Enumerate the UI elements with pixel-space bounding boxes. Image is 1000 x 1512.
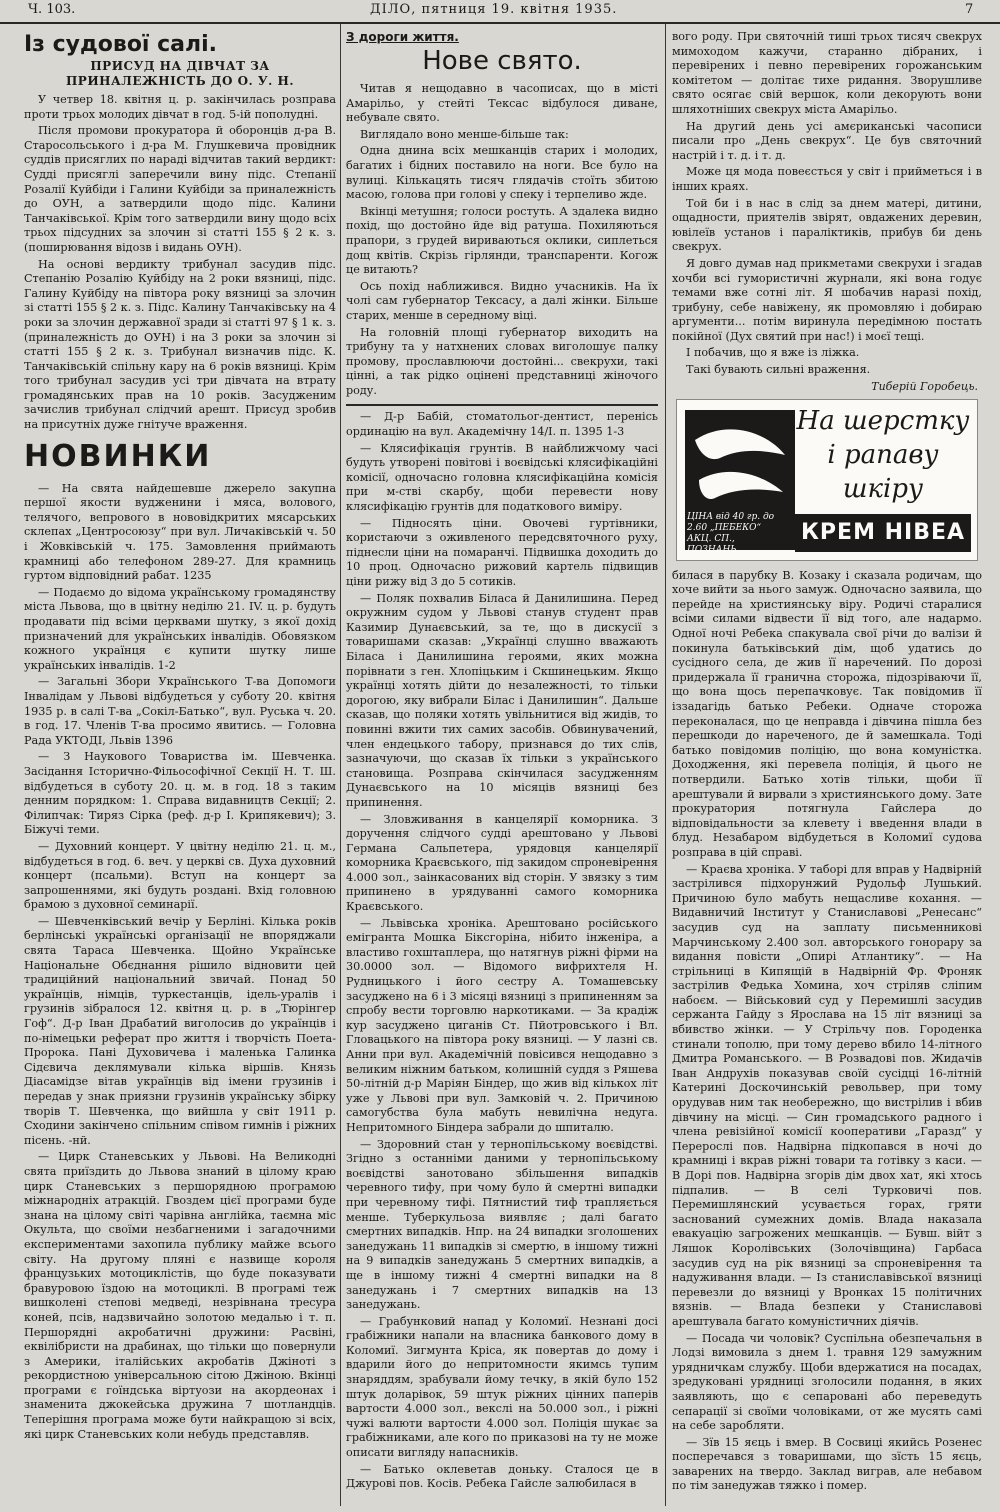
news-item: — Духовний концерт. У цвітну неділю 21. ц. м., відбудеться в год. 6. веч. у церкві св. Духа духовний концерт (псальми). Вступ на концерт за запрошеннями, які будуть роздані. Вхід головною брамою з духовної семинарії. xyxy=(24,839,336,912)
news-item: — Загальні Збори Українського Т-ва Допомоги Інвалідам у Львові відбудеться у суботу 20. квітня 1935 р. в салі Т-ва „Сокіл-Батько“, вул. Руська ч. 20. в год. 17. Членів Т-ва просимо явитись. — Головна Рада УКТОДІ, Львів 1396 xyxy=(24,675,336,747)
issue-number: Ч. 103. xyxy=(28,2,76,17)
news-item: — Посада чи чоловік? Суспільна обезпечальня в Лодзі вимовила з днем 1. травня 129 замужним урядничкам службу. Щоби вдержатися на посадах, зредуковані урядниці зголосили подання, в яких заявляють, що є сепаровані або переведуть сепарації зі своїми чоловіками, от же мусять самі на себе заробляти. xyxy=(672,1331,982,1433)
court-subheading: ПРИСУД НА ДІВЧАТ ЗА ПРИНАЛЕЖНІСТЬ ДО О. У. Н. xyxy=(65,59,295,88)
article-paragraph: Виглядало воно менше-більше так: xyxy=(360,127,569,141)
news-item: — Шевченківський вечір у Берліні. Кілька років берлінські українські організації не впоряджали свята Тараса Шевченка. Щойно Українське Національне Обєднання рішило відновити цей традиційний національний звичай. Понад 50 українців, німців, туркестанців, ідель-уралів і грузинів зібралося 12. квітня ц. р. в „Тюрінгер Гоф“. Д-р Іван Драбатий виголосив до українців і по-німецьки реферат про життя і творчість Поета-Пророка. Пані Духовичева і маленька Галинка Сідєвича деклямували кілька віршів. Князь Діасамідзе вітав українців від імени грузинів і передав у знак приязни грузинів українську збірку творів Т. Шевченка, що вийшла у світ 1911 р. Сходини закінчено спільним співом гимнів і ріжних пісень. -нй. xyxy=(24,914,336,1147)
paper-title-date: ДІЛО, пятниця 19. квітня 1935. xyxy=(370,2,618,17)
news-item: — Краєва хроніка. У таборі для вправ у Надвірній застрілився підхорунжий Рудольф Лушький. Причиною було мабуть нещасливе кохання. — Видавничий Інститут у Станиславові „Ренесанс“ засудив суд на заплату письменникові Марчинському 2.400 зол. авторського гонорару за видання повісти „Опирі Атлантику“. — На стрільниці в Кипящій в Надвірній Фр. Фроняк застрілив Федька Хомина, хоч стріляв сліпим набоєм. — Військовий суд у Перемишлі засудив сержанта Гайду з Ярослава на 15 літ вязниці за вбивство жінки. — У Стрільчу пов. Городенка стинали тополю, при тому дерево вбило 14-літного Дмитра Романського. — В Розвадові пов. Жидачів Іван Андрухів показував своїй сусідці 16-літній Катерині Доскочинській револьвер, при тому орудував ним так необережно, що вистрілив і вбив дівчину на місці. — Син громадського радного і члена ревізійної комісії кооперативи „Гаразд“ у Перерослі пов. Надвірна підкопався в ночі до крамниці і вкрав ріжні товари та готівку з каси. — В Дорі пов. Надвірна згорів дім двох хат, які хтось підпалив. — В селі Турковичі пов. Перемишлянский усувається горах, гряти заснований сумежних домів. Влада наказала евакуацію загрожених мешканців. — Бувш. війт з Ляшок Королівських (Золочівщина) Гарбаса засудив суд на рік вязниці за спроневірення та надуживання влади. — Із станиславівської вязниці перевезли до вязниці у Вронках 15 політичних вязнів. — Влада безпеки у Станиславові арештувала багато комуністичних діячів. xyxy=(672,862,982,1328)
news-item: — Цирк Станевських у Львові. На Великодні свята приїздить до Львова знаний в цілому краю цирк Станевських з першорядною програмою міжнародніх атракцій. Гвоздем цієї програми буде знана на цілому світі чарівна англійка, таємна міс Окульта, що своїми незбагненими і загадочними експериментами захопила публику майже всього світу. На другому пляні є назвище короля французьких мотоциклістів, що буде показувати бравуровою їздою на мотоциклі. В програмі теж вишколені степові медведі, незрівнана тресура коней, псів, надзвичайно золотою медалью і т. п. Першорядні акробатичні дружини: Расвіні, еквілібристи на драбинах, що тільки що повернули з Америки, італійських акробатів Джіноті з рекордистною універсальною сітою Джіною. Вкінці програми є гоїндська віртуози на акордеонах і знаменита джокейська дружина 7 шотландців. Теперішня програма може бути найкращою зі всіх, які цирк Станевських коли небудь представляв. xyxy=(24,1150,336,1441)
news-item: — Поляк похвалив Біласа й Данилишина. Перед окружним судом у Львові станув студент прав Казимир Дунаєвський, за те, що в дискусії з товаришами сказав: „Українці слушно вважають Біласа і Данилишина героями, яких можна порівнати з ген. Хлопіцьким і Скшинецьким. Якщо українці хотять дійти до незалежності, то тільки дорогою, яку вибрали Білас і Данилишин“. Дальше сказав, що поляки хотять увільнитися від жидів, то повинні вжити тих самих засобів. Обвинувачений, член ендецького табору, признався до тих слів, зазначуючи, що сказав їх тільки з українського становища. Розправа скінчилася засудженням Дунаєвського на 10 місяців вязниці без припинення. xyxy=(346,591,658,809)
news-item: — Зловживання в канцелярії коморника. З доручення слідчого судді арештовано у Львові Германа Сальпетера, урядовця канцелярії коморника Краєвського, під закидом спроневірення 4.000 зол., заінкасованих від сторін. У звязку з тим припинено в урядуванні самого коморника Краєвського. xyxy=(346,812,658,914)
page-number: 7 xyxy=(965,2,974,17)
article-paragraph: вого роду. При святочній тиші трьох тисяч свекрух мимоходом кажучи, старанно дібраних, і перевірених і певно перевірених горожанським комітетом — долітає тихе ридання. Зворушливе свято осягає свій вершок, коли декорують вони шляхотніших свекрух міста Амарільо. xyxy=(672,30,982,116)
article-paragraph: На основі вердикту трибунал засудив підс. Степанію Розалію Куйбіду на 2 роки вязниці, підс. Галину Куйбіду на півтора року вязниці за злочин зі статті 155 § 2 к. з. Підс. Калину Танчаківську на 4 роки за злочин державної зради зі статті 97 § 1 к. з. (приналежність до ОУН) і на 3 роки за злочин зі статті 155 § 2 к. з. Трибунал визначив підс. К. Танчаківській спільну кару на 6 років вязниці. Крім того трибунал засудив усі три дівчата на втрату громадянських прав на 10 років. Засудженим зачислив трибунал слідчий арешт. Присуд зробив на присутніх дуже гнітуче враження. xyxy=(24,257,336,432)
article-paragraph: На другий день усі амєриканські часописи писали про „День свекрух“. Це був святочний настрій і т. д. і т. д. xyxy=(672,119,982,162)
article-paragraph: Читав я нещодавно в часописах, що в місті Амарільо, у стейті Тексас відбулося диване, небувале свято. xyxy=(346,82,658,125)
section-divider xyxy=(346,404,658,406)
news-item: — Підносять ціни. Овочеві гуртівники, користаючи з оживленого передсвяточного руху, піднесли ціни на помаранчі. Підвишка доходить до 10 проц. Одночасно рижовий картель підвищив ціни рижу від 3 до 5 сотиків. xyxy=(346,516,658,588)
column-1 xyxy=(24,30,336,1508)
nivea-advertisement xyxy=(676,399,978,561)
article-paragraph: У четвер 18. квітня ц. р. закінчилась розправа проти трьох молодих дівчат в год. 5-ій пополудні. xyxy=(24,93,336,121)
article-paragraph: І побачив, що я вже із ліжка. xyxy=(686,346,860,360)
news-item: — З Наукового Товариства ім. Шевченка. Засідання Історично-Фільософічної Секції Н. Т. Ш. відбудеться в суботу 20. ц. м. в год. 18 з таким денним порядком: 1. Справа видавництв Секції; 2. Філипчак: Тиряз Сірка (реф. д-р І. Крипякевич); 3. Біжучі теми. xyxy=(24,750,336,837)
column-3 xyxy=(672,30,982,1508)
article-paragraph: Ось похід наближився. Видно учасників. На їх чолі сам губернатор Тексасу, а далі жінки. Більше старих, менше в середному віці. xyxy=(346,279,658,322)
news-item: — Зїв 15 яєць і вмер. В Сосвиці якийсь Розенес посперечався з товаришами, що зїсть 15 яєць, заварених на твердо. Заклад виграв, але небавом по тім занедужав тяжко і помер. xyxy=(672,1435,982,1493)
article-paragraph: Той би і в нас в слід за днем матері, дитини, ощадности, приятелів звірят, овдажених деревин, ювілеїв установ і параліктиків, прибув би день свекрух. xyxy=(672,196,982,254)
article-paragraph: Після промови прокуратора й оборонців д-ра В. Старосольського і д-ра М. Глушкевича провідник суддів присяглих по нараді відчитав такий вердикт: Судді присяглі заперечили вину підс. Степанії Розалії Куйбіди і Галини Куйбіди за приналежність до ОУН, а затвердили щодо підс. Калини Танчаківської. Крім того затвердили вину щодо всіх трьох підсудних за злочин зі статті 155 § 2 к. з. (поширювання відозв і видань ОУН). xyxy=(24,124,336,254)
news-item: — Клясифікація грунтів. В найближчому часі будуть утворені повітові і воєвідські клясифікаційні комісії, одночасно головна клясифікаційна комісія при м-стві скарбу, щоби перевести нову клясифікацію грунтів для податкового виміру. xyxy=(346,441,658,514)
news-item: — Грабунковий напад у Коломиї. Незнані досі грабіжники напали на власника банкового дому в Коломиї. Зигмунта Кріса, як повертав до дому і вдарили його до непритомности якимсь тупим знаряддям, зрабували йому течку, в якій було 152 штук доларівок, 59 штук ріжних цінних паперів вартости 4.000 зол., векслі на 50.000 зол., і ріжні чужі валюти вартости 4.000 зол. Поліція шукає за грабіжниками, але кого по приказові на ту не може описати вигляду напасників. xyxy=(346,1314,658,1460)
column-rule xyxy=(665,24,666,1506)
article-paragraph: Вкінці метушня; голоси ростуть. А здалека видно похід, що достойно йде від ратуша. Похиляються прапори, з грудей вириваються оклики, сиплеться дощ квітів. Скрізь гірлянди, транспаренти. Когож це витають? xyxy=(346,204,658,277)
column-rule xyxy=(340,24,341,1506)
column-2 xyxy=(346,30,658,1508)
article-paragraph: Такі бувають сильні враження. xyxy=(686,363,871,377)
notice-dentist: — Д-р Бабій, стоматольог-дентист, перенісь ординацію на вул. Академічну 14/I. п. 1395 1-3 xyxy=(346,410,658,439)
masthead xyxy=(0,0,1000,24)
news-item: — Здоровний стан у тернопільському воєвідстві. Згідно з останніми даними у тернопільському воєвідстві занотовано збільшення випадків черевного тифу, при чому було й смертні випадки при черевному тифі. Пятнистий тиф трапляється менше. Туберкульоза виявляє ; далі багато смертних випадків. Нпр. на 24 випадки зголошених занедужань 11 випадків зі смертю, в іншому тижні на 9 випадків занедужань 5 смертних випадків, а ще в іншому тижні 4 смертні випадки на 8 занедужань і 7 смертних випадків на 13 занедужань. xyxy=(346,1137,658,1312)
feuilleton-title: Нове свято. xyxy=(422,46,582,76)
article-paragraph: На головній площі губернатор виходить на трибуну та у натхнених словах виголошує палку промову, прославлюючи достойні... свекрухи, такі цінні, а так рідко оцінені представниці жіночого роду. xyxy=(346,325,658,397)
court-heading: Із судової салі. xyxy=(24,32,218,57)
author-signature: Тиберій Горобець. xyxy=(871,379,978,393)
news-heading: НОВИНКИ xyxy=(24,438,212,474)
ad-brand: КРЕМ НІВЕА xyxy=(795,514,971,552)
article-paragraph: Може ця мода повеєсться у світ і прийметься і в інших краях. xyxy=(672,165,982,193)
news-item: — Батько оклеветав доньку. Сталося це в Джурові пов. Косів. Ребека Гайсле залюбилася в xyxy=(346,1462,658,1491)
article-paragraph: Одна днина всіх мешканців старих і молодих, багатих і бідних поставило на ноги. Все було на вулиці. Кількацять тисяч глядачів стоїть збитою масою, голова при голові у спеку і терпеливо жде. xyxy=(346,144,658,202)
news-item: — Львівська хроніка. Арештовано російського емігранта Мошка Біксгоріна, нібито інженіра, а властиво гохштаплера, що натягнув ріжні фірми на 30.0000 зол. — Відомого вифрихтеля Н. Рудницького і його сестру А. Томашевську засуджено на 6 і 3 місяці вязниці з припиненням за спробу вести торговлю наркотиками. — За крадіж кур засуджено циганів Ст. Пйотровського і Вл. Гловацького на півтора року вязниці. — У лазні св. Анни при вул. Академічній повісився нещодавно з великим ніжним батьком, колишній суддя з Ряшева 50-літній д-р Маріян Біндер, що жив від кількох літ уже у Львові при вул. Замковій ч. 2. Причиною самогубства була мабуть невилічна недуга. Непритомного Біндера забрали до шпиталю. xyxy=(346,916,658,1134)
ad-price-text: ЦІНА від 40 гр. до 2.60 „ПЕБЕКО“ АКЦ. СП., ПОЗНАНЬ xyxy=(687,511,775,555)
ad-slogan: На шерстку і рапаву шкіру xyxy=(796,405,970,504)
news-item: — Подаємо до відома українському громадянству міста Львова, що в цвітну неділю 21. IV. ц. р. будуть продавати під всіми церквами шутку, з якої дохід призначений для українських інвалідів. Обовязком кожного українця є купити шутку лише українських інвалідів. 1-2 xyxy=(24,585,336,672)
news-item: — На свята найдешевше джерело закупна першої якости вудженини і мяса, волового, телячого, вепрового в нововідкритих мясарських склепах „Центросоюзу“ при вул. Личаківській ч. 50 і Жовківській ч. 175. Замовлення приймають крамниці або телефоном 289-27. Для крамниць гуртом відповідний рабат. 1235 xyxy=(24,481,336,583)
feuilleton-section: З дороги життя. xyxy=(346,30,459,44)
article-paragraph: Я довго думав над прикметами свекрухи і згадав хочби всі гумористичні журнали, які вона годує темами вже сотні літ. Я шобачив наразі похід, трибуну, себе навіжену, як промовляю і добираю аргументи... потім виринула передімною постать покійної (Дух святий при нас!) і моєї тещі. xyxy=(672,256,982,343)
news-item: билася в парубку В. Козаку і сказала родичам, що хоче вийти за нього замуж. Одночасно заявила, що перейде на християнську віру. Родичі старалися всіми силами відвести її від того, але надармо. Одної ночі Ребека спакувала свої річи до валізи й покинула батьківський дім, щоб удатись до сусідного села, де жив її наречений. По дорозі придержала її гранична сторожа, підозріваючи її, що вона щось перепачковує. Так повідомив її іззадагідь батько Ребеки. Одначе сторожа переконалася, що це неправда і дівчина пішла без перешкоди до нареченого, де й замешкала. Тоді батько повідомив поліцію, що вона комуністка. Доходження, які перевела поліція, й цього не потвердили. Батько хотів тільки, щоби її арештували й вирвали з християнського дому. Зате прокуратория потягнула Гайслера до відповідальности за клевету і введення влади в блуд. Незабаром відбудеться в Коломиї судова розправа в цій справі. xyxy=(672,568,982,859)
